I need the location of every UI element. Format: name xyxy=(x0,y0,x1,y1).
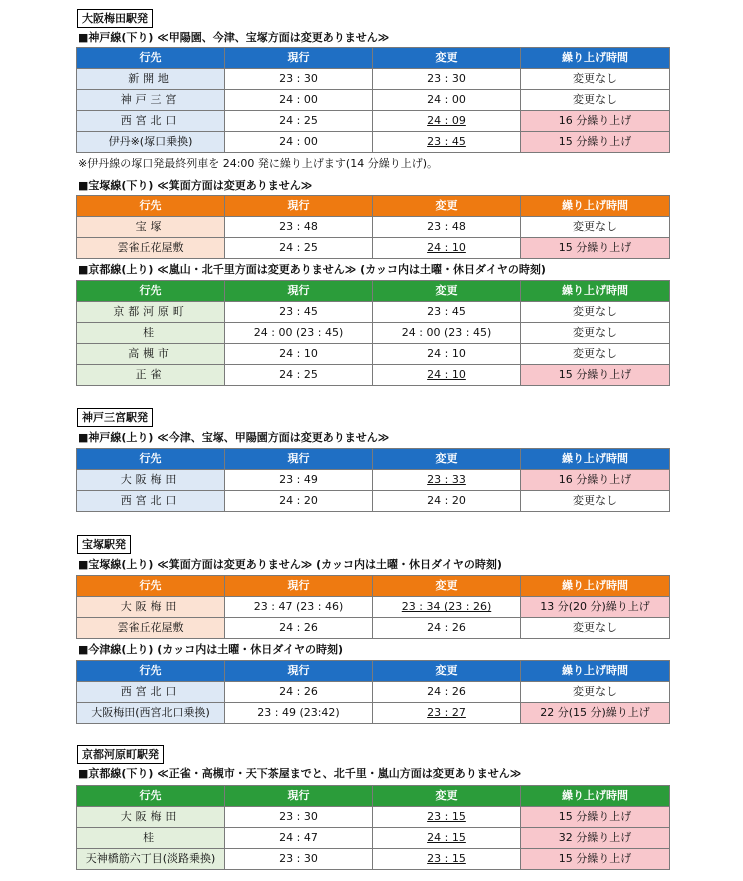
table-row xyxy=(77,323,670,344)
advance-cell: 変更なし xyxy=(521,618,670,639)
advance-cell: 変更なし xyxy=(521,217,670,238)
current-time-cell: 23 : 48 xyxy=(225,217,373,238)
col-header-current: 現行 xyxy=(225,196,373,217)
col-header-advance: 繰り上げ時間 xyxy=(521,449,670,470)
col-header-advance: 繰り上げ時間 xyxy=(521,576,670,597)
line-heading: ■京都線(上り) ≪嵐山・北千里方面は変更ありません≫ (カッコ内は土曜・休日ダイヤの時刻) xyxy=(78,263,546,276)
col-header-changed: 変更 xyxy=(373,786,521,807)
current-time-cell: 23 : 30 xyxy=(225,807,373,828)
timetable xyxy=(76,575,670,639)
changed-time-cell: 24 : 15 xyxy=(373,828,521,849)
table-row xyxy=(77,111,670,132)
changed-time-cell: 24 : 09 xyxy=(373,111,521,132)
col-header-advance: 繰り上げ時間 xyxy=(521,661,670,682)
changed-time-cell: 24 : 20 xyxy=(373,491,521,512)
changed-time-cell: 24 : 00 xyxy=(373,90,521,111)
col-header-advance: 繰り上げ時間 xyxy=(521,48,670,69)
advance-cell: 16 分繰り上げ xyxy=(521,470,670,491)
table-row xyxy=(77,132,670,153)
col-header-current: 現行 xyxy=(225,576,373,597)
changed-time-cell: 23 : 45 xyxy=(373,132,521,153)
destination-cell: 桂 xyxy=(77,828,225,849)
timetable xyxy=(76,785,670,870)
destination-cell: 京都河原町 xyxy=(77,302,225,323)
col-header-destination: 行先 xyxy=(77,48,225,69)
table-row xyxy=(77,491,670,512)
changed-time-cell: 23 : 27 xyxy=(373,703,521,724)
col-header-current: 現行 xyxy=(225,786,373,807)
advance-cell: 16 分繰り上げ xyxy=(521,111,670,132)
current-time-cell: 24 : 26 xyxy=(225,682,373,703)
current-time-cell: 23 : 47 (23 : 46) xyxy=(225,597,373,618)
changed-time-cell: 23 : 48 xyxy=(373,217,521,238)
table-row xyxy=(77,807,670,828)
table-row xyxy=(77,302,670,323)
station-heading: 宝塚駅発 xyxy=(77,535,131,554)
changed-time-cell: 24 : 00 (23 : 45) xyxy=(373,323,521,344)
changed-time-cell: 23 : 15 xyxy=(373,849,521,870)
advance-cell: 15 分繰り上げ xyxy=(521,238,670,259)
table-row xyxy=(77,597,670,618)
advance-cell: 変更なし xyxy=(521,344,670,365)
changed-time-cell: 24 : 10 xyxy=(373,238,521,259)
table-row xyxy=(77,470,670,491)
advance-cell: 変更なし xyxy=(521,491,670,512)
current-time-cell: 24 : 00 xyxy=(225,132,373,153)
advance-cell: 変更なし xyxy=(521,69,670,90)
destination-cell: 大阪梅田 xyxy=(77,597,225,618)
line-heading: ■神戸線(下り) ≪甲陽園、今津、宝塚方面は変更ありません≫ xyxy=(78,31,390,44)
current-time-cell: 24 : 20 xyxy=(225,491,373,512)
table-row xyxy=(77,682,670,703)
advance-cell: 22 分(15 分)繰り上げ xyxy=(521,703,670,724)
current-time-cell: 23 : 49 (23:42) xyxy=(225,703,373,724)
col-header-current: 現行 xyxy=(225,281,373,302)
col-header-current: 現行 xyxy=(225,661,373,682)
timetable xyxy=(76,195,670,259)
changed-time-cell: 23 : 34 (23 : 26) xyxy=(373,597,521,618)
station-heading: 神戸三宮駅発 xyxy=(77,408,153,427)
current-time-cell: 24 : 25 xyxy=(225,365,373,386)
col-header-advance: 繰り上げ時間 xyxy=(521,281,670,302)
advance-cell: 15 分繰り上げ xyxy=(521,365,670,386)
col-header-destination: 行先 xyxy=(77,449,225,470)
col-header-current: 現行 xyxy=(225,449,373,470)
current-time-cell: 23 : 45 xyxy=(225,302,373,323)
table-header-row xyxy=(77,281,670,302)
table-header-row xyxy=(77,449,670,470)
col-header-advance: 繰り上げ時間 xyxy=(521,786,670,807)
timetable xyxy=(76,280,670,386)
advance-cell: 15 分繰り上げ xyxy=(521,849,670,870)
table-row xyxy=(77,217,670,238)
current-time-cell: 23 : 30 xyxy=(225,69,373,90)
table-row xyxy=(77,618,670,639)
changed-time-cell: 23 : 45 xyxy=(373,302,521,323)
table-header-row xyxy=(77,786,670,807)
changed-time-cell: 24 : 10 xyxy=(373,344,521,365)
table-header-row xyxy=(77,576,670,597)
changed-time-cell: 23 : 33 xyxy=(373,470,521,491)
line-heading: ■宝塚線(下り) ≪箕面方面は変更ありません≫ xyxy=(78,179,313,192)
current-time-cell: 23 : 30 xyxy=(225,849,373,870)
col-header-changed: 変更 xyxy=(373,48,521,69)
destination-cell: 伊丹※(塚口乗換) xyxy=(77,132,225,153)
col-header-changed: 変更 xyxy=(373,661,521,682)
destination-cell: 大阪梅田 xyxy=(77,470,225,491)
table-row xyxy=(77,344,670,365)
advance-cell: 15 分繰り上げ xyxy=(521,807,670,828)
destination-cell: 桂 xyxy=(77,323,225,344)
destination-cell: 雲雀丘花屋敷 xyxy=(77,238,225,259)
timetable xyxy=(76,448,670,512)
current-time-cell: 24 : 47 xyxy=(225,828,373,849)
col-header-advance: 繰り上げ時間 xyxy=(521,196,670,217)
advance-cell: 32 分繰り上げ xyxy=(521,828,670,849)
table-row xyxy=(77,238,670,259)
line-heading: ■神戸線(上り) ≪今津、宝塚、甲陽園方面は変更ありません≫ xyxy=(78,431,390,444)
table-header-row xyxy=(77,48,670,69)
destination-cell: 高槻市 xyxy=(77,344,225,365)
current-time-cell: 24 : 00 xyxy=(225,90,373,111)
advance-cell: 変更なし xyxy=(521,682,670,703)
advance-cell: 変更なし xyxy=(521,323,670,344)
table-row xyxy=(77,828,670,849)
changed-time-cell: 23 : 30 xyxy=(373,69,521,90)
col-header-destination: 行先 xyxy=(77,661,225,682)
col-header-changed: 変更 xyxy=(373,281,521,302)
destination-cell: 天神橋筋六丁目(淡路乗換) xyxy=(77,849,225,870)
col-header-destination: 行先 xyxy=(77,786,225,807)
destination-cell: 雲雀丘花屋敷 xyxy=(77,618,225,639)
col-header-changed: 変更 xyxy=(373,196,521,217)
col-header-changed: 変更 xyxy=(373,576,521,597)
table-row xyxy=(77,703,670,724)
current-time-cell: 23 : 49 xyxy=(225,470,373,491)
destination-cell: 神戸三宮 xyxy=(77,90,225,111)
col-header-destination: 行先 xyxy=(77,196,225,217)
table-row xyxy=(77,69,670,90)
footnote: ※伊丹線の塚口発最終列車を 24:00 発に繰り上げます(14 分繰り上げ)。 xyxy=(78,157,438,170)
station-heading: 京都河原町駅発 xyxy=(77,745,164,764)
current-time-cell: 24 : 25 xyxy=(225,111,373,132)
advance-cell: 変更なし xyxy=(521,90,670,111)
changed-time-cell: 24 : 26 xyxy=(373,682,521,703)
advance-cell: 変更なし xyxy=(521,302,670,323)
destination-cell: 西宮北口 xyxy=(77,682,225,703)
destination-cell: 大阪梅田 xyxy=(77,807,225,828)
line-heading: ■今津線(上り) (カッコ内は土曜・休日ダイヤの時刻) xyxy=(78,643,344,656)
table-row xyxy=(77,849,670,870)
table-header-row xyxy=(77,196,670,217)
line-heading: ■宝塚線(上り) ≪箕面方面は変更ありません≫ (カッコ内は土曜・休日ダイヤの時刻) xyxy=(78,558,502,571)
current-time-cell: 24 : 00 (23 : 45) xyxy=(225,323,373,344)
advance-cell: 13 分(20 分)繰り上げ xyxy=(521,597,670,618)
table-header-row xyxy=(77,661,670,682)
destination-cell: 宝塚 xyxy=(77,217,225,238)
col-header-destination: 行先 xyxy=(77,576,225,597)
current-time-cell: 24 : 26 xyxy=(225,618,373,639)
station-heading: 大阪梅田駅発 xyxy=(77,9,153,28)
table-row xyxy=(77,365,670,386)
col-header-current: 現行 xyxy=(225,48,373,69)
destination-cell: 西宮北口 xyxy=(77,491,225,512)
destination-cell: 正雀 xyxy=(77,365,225,386)
destination-cell: 西宮北口 xyxy=(77,111,225,132)
col-header-destination: 行先 xyxy=(77,281,225,302)
current-time-cell: 24 : 10 xyxy=(225,344,373,365)
line-heading: ■京都線(下り) ≪正雀・高槻市・天下茶屋までと、北千里・嵐山方面は変更ありません≫ xyxy=(78,767,522,780)
col-header-changed: 変更 xyxy=(373,449,521,470)
destination-cell: 大阪梅田(西宮北口乗換) xyxy=(77,703,225,724)
timetable xyxy=(76,47,670,153)
changed-time-cell: 24 : 10 xyxy=(373,365,521,386)
changed-time-cell: 23 : 15 xyxy=(373,807,521,828)
advance-cell: 15 分繰り上げ xyxy=(521,132,670,153)
table-row xyxy=(77,90,670,111)
timetable xyxy=(76,660,670,724)
current-time-cell: 24 : 25 xyxy=(225,238,373,259)
changed-time-cell: 24 : 26 xyxy=(373,618,521,639)
destination-cell: 新開地 xyxy=(77,69,225,90)
